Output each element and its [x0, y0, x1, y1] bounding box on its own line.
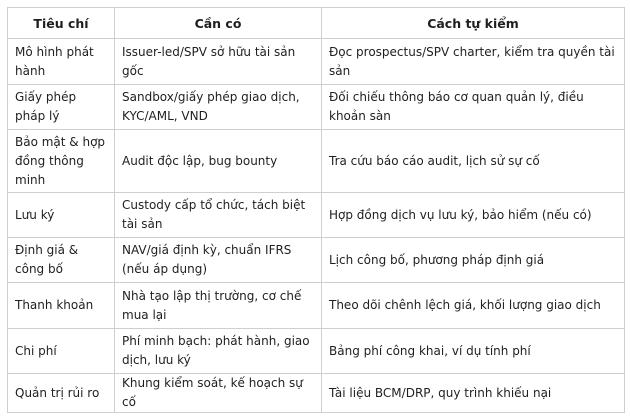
table-header-row [8, 8, 625, 39]
table-row [8, 329, 625, 374]
cell-self-check: Theo dõi chênh lệch giá, khối lượng giao dịch [322, 283, 625, 329]
cell-requirements: Audit độc lập, bug bounty [115, 130, 322, 193]
table-row [8, 193, 625, 238]
table-row [8, 130, 625, 193]
header-requirements: Cần có [115, 8, 322, 39]
cell-criteria: Định giá & công bố [8, 238, 115, 283]
cell-self-check: Tra cứu báo cáo audit, lịch sử sự cố [322, 130, 625, 193]
cell-requirements: Issuer-led/SPV sở hữu tài sản gốc [115, 39, 322, 85]
cell-criteria: Lưu ký [8, 193, 115, 238]
cell-requirements: Custody cấp tổ chức, tách biệt tài sản [115, 193, 322, 238]
table-row [8, 283, 625, 329]
criteria-table [7, 7, 625, 413]
cell-self-check: Tài liệu BCM/DRP, quy trình khiếu nại [322, 374, 625, 413]
cell-criteria: Bảo mật & hợp đồng thông minh [8, 130, 115, 193]
cell-criteria: Giấy phép pháp lý [8, 85, 115, 130]
cell-requirements: Sandbox/giấy phép giao dịch, KYC/AML, VND [115, 85, 322, 130]
cell-requirements: Nhà tạo lập thị trường, cơ chế mua lại [115, 283, 322, 329]
cell-self-check: Hợp đồng dịch vụ lưu ký, bảo hiểm (nếu có) [322, 193, 625, 238]
table-row [8, 238, 625, 283]
cell-self-check: Đối chiếu thông báo cơ quan quản lý, điều khoản sàn [322, 85, 625, 130]
table-row [8, 85, 625, 130]
cell-criteria: Thanh khoản [8, 283, 115, 329]
cell-criteria: Quản trị rủi ro [8, 374, 115, 413]
cell-criteria: Mô hình phát hành [8, 39, 115, 85]
cell-self-check: Lịch công bố, phương pháp định giá [322, 238, 625, 283]
table-row [8, 39, 625, 85]
header-self-check: Cách tự kiểm [322, 8, 625, 39]
cell-requirements: NAV/giá định kỳ, chuẩn IFRS (nếu áp dụng) [115, 238, 322, 283]
table-row [8, 374, 625, 413]
cell-requirements: Khung kiểm soát, kế hoạch sự cố [115, 374, 322, 413]
header-criteria: Tiêu chí [8, 8, 115, 39]
cell-self-check: Đọc prospectus/SPV charter, kiểm tra quyền tài sản [322, 39, 625, 85]
cell-requirements: Phí minh bạch: phát hành, giao dịch, lưu ký [115, 329, 322, 374]
cell-criteria: Chi phí [8, 329, 115, 374]
cell-self-check: Bảng phí công khai, ví dụ tính phí [322, 329, 625, 374]
criteria-table-container [7, 7, 624, 413]
